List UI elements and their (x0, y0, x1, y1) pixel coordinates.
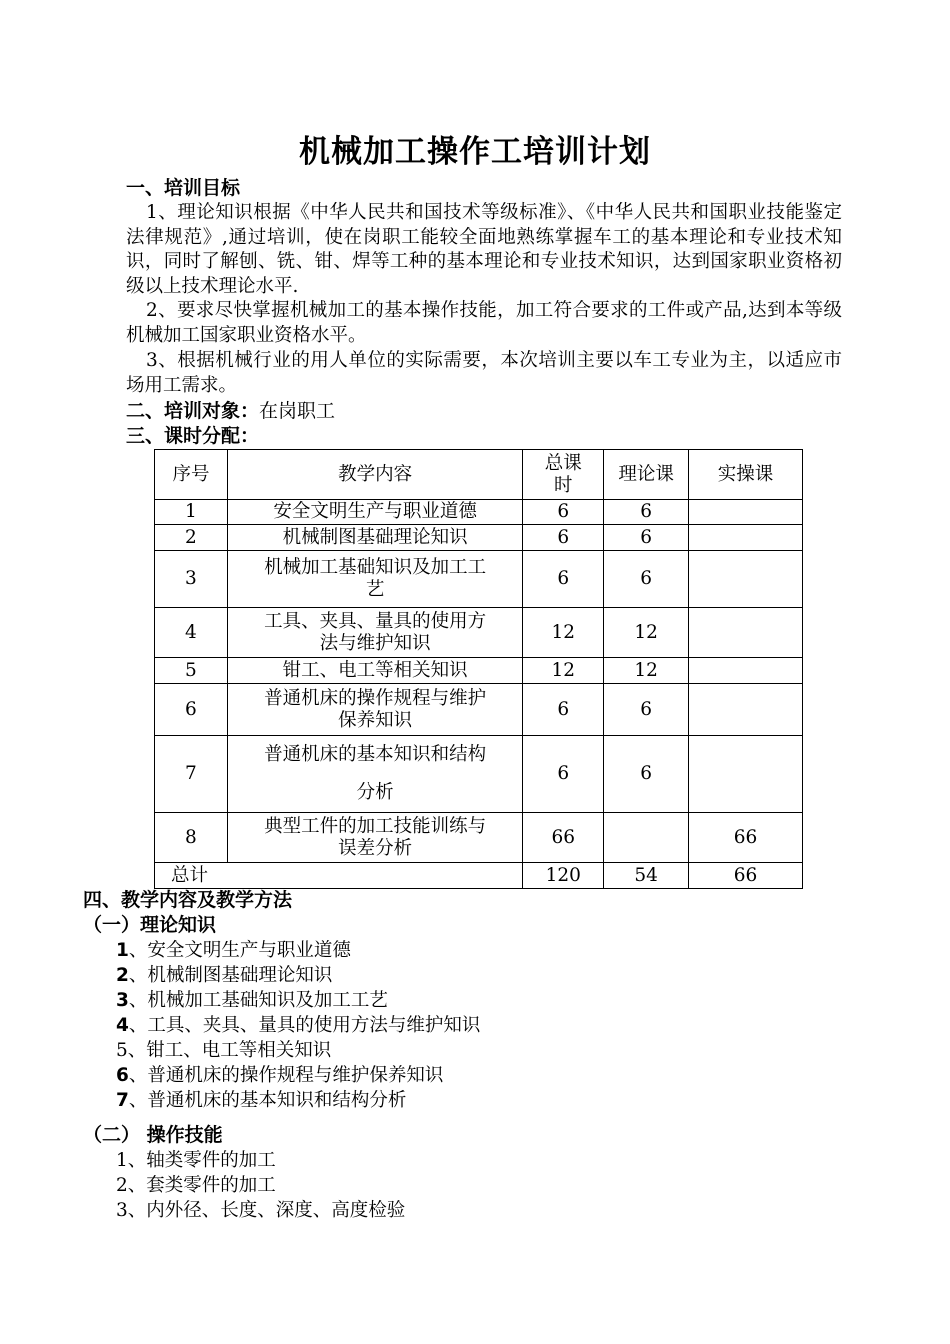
table-header-row (155, 450, 803, 500)
row-seq: 2 (155, 525, 228, 551)
row-total: 12 (523, 608, 604, 658)
list-item: 1、轴类零件的加工 (116, 1150, 276, 1171)
row-content: 安全文明生产与职业道德 (227, 500, 522, 525)
row-total: 6 (523, 684, 604, 736)
list-item-text: 、机械制图基础理论知识 (128, 965, 333, 986)
list-item-text: 、工具、夹具、量具的使用方法与维护知识 (128, 1015, 481, 1036)
row-theory: 6 (604, 551, 689, 608)
row-content-line1: 普通机床的操作规程与维护 (264, 687, 487, 709)
list-item (116, 1013, 480, 1038)
list-item (116, 938, 480, 963)
theory-list (116, 938, 480, 1113)
table-row (155, 500, 803, 525)
total-hours: 120 (523, 863, 604, 889)
table-row (155, 736, 803, 813)
row-seq: 6 (155, 684, 228, 736)
row-seq: 1 (155, 500, 228, 525)
row-seq: 8 (155, 813, 228, 863)
row-content (227, 684, 522, 736)
row-theory: 12 (604, 608, 689, 658)
row-total: 6 (523, 500, 604, 525)
row-practice (689, 500, 803, 525)
header-total-line2: 时 (554, 474, 573, 496)
row-theory: 6 (604, 500, 689, 525)
table-row (155, 525, 803, 551)
total-label: 总计 (155, 863, 523, 889)
section-1-paragraph-3: 3、根据机械行业的用人单位的实际需要，本次培训主要以车工专业为主，以适应市场用工需求。 (126, 350, 842, 396)
row-total: 12 (523, 658, 604, 684)
row-content: 钳工、电工等相关知识 (227, 658, 522, 684)
row-total: 6 (523, 736, 604, 813)
row-practice (689, 736, 803, 813)
list-item-text: 、机械加工基础知识及加工工艺 (128, 990, 388, 1011)
row-content (227, 736, 522, 813)
total-theory: 54 (604, 863, 689, 889)
subsection-theory-heading: （一）理论知识 (83, 914, 217, 936)
header-practice: 实操课 (689, 450, 803, 500)
table-row (155, 551, 803, 608)
row-total: 6 (523, 525, 604, 551)
header-content: 教学内容 (227, 450, 522, 500)
list-item-number: 1 (116, 940, 129, 961)
skills-list (116, 1148, 405, 1223)
list-item-text: 、普通机床的操作规程与维护保养知识 (128, 1065, 444, 1086)
list-item (116, 1088, 480, 1113)
table-row (155, 608, 803, 658)
hours-table (154, 449, 803, 889)
row-theory: 12 (604, 658, 689, 684)
list-item-number: 7 (116, 1090, 129, 1111)
row-content-line2: 法与维护知识 (319, 632, 431, 654)
section-1-paragraph-2: 2、要求尽快掌握机械加工的基本操作技能，加工符合要求的工件或产品,达到本等级机械加工国家职业资格水平。 (126, 300, 842, 346)
list-item-number: 3 (116, 990, 129, 1011)
section-4-heading: 四、教学内容及教学方法 (83, 889, 293, 911)
list-item-text: 、普通机床的基本知识和结构分析 (128, 1090, 407, 1111)
header-total (523, 450, 604, 500)
subsection-skills-heading: （二） 操作技能 (83, 1124, 223, 1146)
list-item (116, 1063, 480, 1088)
row-total: 6 (523, 551, 604, 608)
table-row (155, 813, 803, 863)
row-content-line1: 普通机床的基本知识和结构 (264, 744, 487, 765)
list-item-text: 、安全文明生产与职业道德 (128, 940, 351, 961)
row-practice (689, 525, 803, 551)
row-content-line1: 典型工件的加工技能训练与 (264, 815, 487, 837)
row-content-line2: 分析 (356, 782, 394, 803)
header-seq: 序号 (155, 450, 228, 500)
row-content-line2: 保养知识 (338, 709, 413, 731)
table-total-row (155, 863, 803, 889)
section-2-value: 在岗职工 (259, 400, 336, 422)
row-content-line1: 机械加工基础知识及加工工 (264, 557, 487, 578)
row-content: 机械制图基础理论知识 (227, 525, 522, 551)
row-practice (689, 658, 803, 684)
row-content (227, 813, 522, 863)
row-seq: 3 (155, 551, 228, 608)
list-item (116, 988, 480, 1013)
list-item: 3、内外径、长度、深度、高度检验 (116, 1200, 406, 1221)
row-content (227, 551, 522, 608)
row-practice (689, 608, 803, 658)
list-item-number: 2 (116, 965, 129, 986)
list-item (116, 963, 480, 988)
list-item (116, 1038, 480, 1063)
section-2-label: 二、培训对象： (126, 400, 260, 422)
row-practice (689, 551, 803, 608)
row-practice (689, 684, 803, 736)
section-1-heading: 一、培训目标 (126, 177, 241, 199)
row-seq: 4 (155, 608, 228, 658)
page-title: 机械加工操作工培训计划 (299, 134, 651, 170)
section-3-heading: 三、课时分配： (126, 425, 260, 447)
table-row (155, 684, 803, 736)
list-item-number: 6 (116, 1065, 129, 1086)
row-theory: 6 (604, 525, 689, 551)
row-content (227, 608, 522, 658)
row-content-line2: 艺 (365, 579, 385, 600)
list-item-text: 5、钳工、电工等相关知识 (116, 1040, 332, 1061)
row-theory: 6 (604, 684, 689, 736)
total-practice: 66 (689, 863, 803, 889)
row-theory (604, 813, 689, 863)
list-item: 2、套类零件的加工 (116, 1175, 276, 1196)
header-theory: 理论课 (604, 450, 689, 500)
row-content-line2: 误差分析 (338, 837, 413, 859)
section-2-heading (126, 399, 335, 424)
header-total-line1: 总课 (544, 452, 582, 474)
row-theory: 6 (604, 736, 689, 813)
row-practice: 66 (689, 813, 803, 863)
row-seq: 5 (155, 658, 228, 684)
row-seq: 7 (155, 736, 228, 813)
table-row (155, 658, 803, 684)
list-item-number: 4 (116, 1015, 129, 1036)
row-content-line1: 工具、夹具、量具的使用方 (264, 610, 487, 632)
row-total: 66 (523, 813, 604, 863)
section-1-paragraph-1: 1、理论知识根据《中华人民共和国技术等级标准》、《中华人民共和国职业技能鉴定法律规范》,通过培训，使在岗职工能较全面地熟练掌握车工的基本理论和专业技术知识，同时了解刨、铣、钳、焊等工种的基本理论和专业技术知识，达到国家职业资格初级以上技术理论水平. (126, 202, 842, 297)
